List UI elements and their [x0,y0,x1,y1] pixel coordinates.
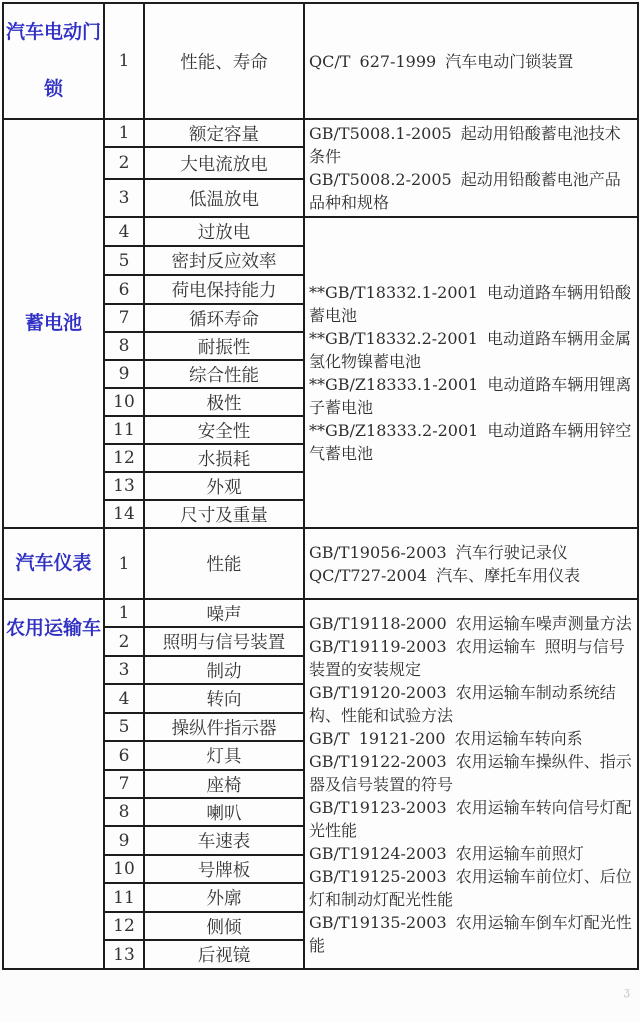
category-cell: 汽车仪表 [3,528,104,599]
row-number-cell: 10 [104,855,144,883]
test-item-cell: 后视镜 [144,940,304,969]
standards-cell [304,217,638,528]
test-item-cell: 操纵件指示器 [144,713,304,741]
row-number-cell: 9 [104,360,144,388]
standard-line: GB/T19118-2000 农用运输车噪声测量方法 [309,613,632,633]
standard-line: **GB/T18332.2-2001 电动道路车辆用金属氢化物镍蓄电池 [309,328,631,371]
row-number-cell: 6 [104,275,144,304]
table-row [3,599,638,627]
row-number-cell: 4 [104,684,144,713]
standards-cell [304,119,638,217]
row-number-cell: 1 [104,528,144,599]
test-item-cell: 灯具 [144,741,304,770]
row-number-cell: 8 [104,798,144,826]
table-row [3,3,638,119]
standards-cell [304,3,638,119]
standard-line: GB/T19056-2003 汽车行驶记录仪 [309,542,568,562]
row-number-cell: 4 [104,217,144,246]
standard-line: GB/T19123-2003 农用运输车转向信号灯配光性能 [309,797,632,840]
row-number-cell: 1 [104,119,144,147]
test-item-cell: 额定容量 [144,119,304,147]
test-item-cell: 低温放电 [144,179,304,217]
row-number-cell: 2 [104,147,144,179]
standard-line: **GB/Z18333.1-2001 电动道路车辆用锂离子蓄电池 [309,374,632,417]
watermark-mark: ʒ [622,984,631,999]
row-number-cell: 7 [104,770,144,798]
row-number-cell: 5 [104,246,144,275]
test-item-cell: 水损耗 [144,444,304,472]
row-number-cell: 12 [104,444,144,472]
row-number-cell: 7 [104,304,144,332]
standard-line: GB/T19124-2003 农用运输车前照灯 [309,843,584,863]
category-cell: 蓄电池 [3,119,104,528]
standard-line: GB/T19119-2003 农用运输车 照明与信号装置的安装规定 [309,636,625,679]
row-number-cell: 12 [104,912,144,940]
standard-line: GB/T5008.1-2005 起动用铅酸蓄电池技术条件 [309,124,621,166]
test-item-cell: 综合性能 [144,360,304,388]
test-item-cell: 座椅 [144,770,304,798]
row-number-cell: 11 [104,883,144,912]
test-item-cell: 转向 [144,684,304,713]
test-item-cell: 制动 [144,656,304,684]
test-item-cell: 外观 [144,472,304,500]
row-number-cell: 1 [104,599,144,627]
row-number-cell: 8 [104,332,144,360]
test-item-cell: 车速表 [144,826,304,855]
test-item-cell: 密封反应效率 [144,246,304,275]
standards-cell [304,528,638,599]
category-cell: 汽车电动门锁 [3,3,104,119]
standards-cell [304,599,638,969]
row-number-cell: 5 [104,713,144,741]
test-item-cell: 性能 [144,528,304,599]
test-item-cell: 过放电 [144,217,304,246]
table-row [3,528,638,599]
row-number-cell: 6 [104,741,144,770]
standard-line: GB/T19125-2003 农用运输车前位灯、后位灯和制动灯配光性能 [309,866,632,909]
test-item-cell: 喇叭 [144,798,304,826]
row-number-cell: 3 [104,179,144,217]
test-item-cell: 号牌板 [144,855,304,883]
standard-line: GB/T5008.2-2005 起动用铅酸蓄电池产品品种和规格 [309,170,621,212]
test-item-cell: 循环寿命 [144,304,304,332]
category-cell: 农用运输车 [3,599,104,969]
standard-line: GB/T19120-2003 农用运输车制动系统结构、性能和试验方法 [309,682,616,725]
test-item-cell: 安全性 [144,416,304,444]
standard-line: GB/T19122-2003 农用运输车操纵件、指示器及信号装置的符号 [309,751,632,794]
test-item-cell: 极性 [144,388,304,416]
standard-line: **GB/Z18333.2-2001 电动道路车辆用锌空气蓄电池 [309,420,632,463]
row-number-cell: 1 [104,3,144,119]
standard-line: QC/T 627-1999 汽车电动门锁装置 [309,51,574,71]
test-item-cell: 大电流放电 [144,147,304,179]
test-item-cell: 噪声 [144,599,304,627]
row-number-cell: 3 [104,656,144,684]
standard-line: **GB/T18332.1-2001 电动道路车辆用铅酸蓄电池 [309,282,631,325]
standard-line: GB/T19135-2003 农用运输车倒车灯配光性能 [309,912,632,955]
test-item-cell: 侧倾 [144,912,304,940]
row-number-cell: 13 [104,940,144,969]
test-item-cell: 照明与信号装置 [144,627,304,656]
row-number-cell: 2 [104,627,144,656]
standards-table [2,2,639,970]
test-item-cell: 荷电保持能力 [144,275,304,304]
test-item-cell: 耐振性 [144,332,304,360]
standard-line: QC/T727-2004 汽车、摩托车用仪表 [309,565,581,585]
test-item-cell: 性能、寿命 [144,3,304,119]
table-row [3,119,638,147]
row-number-cell: 13 [104,472,144,500]
test-item-cell: 外廓 [144,883,304,912]
test-item-cell: 尺寸及重量 [144,500,304,528]
row-number-cell: 9 [104,826,144,855]
row-number-cell: 10 [104,388,144,416]
row-number-cell: 11 [104,416,144,444]
row-number-cell: 14 [104,500,144,528]
standard-line: GB/T 19121-200 农用运输车转向系 [309,728,583,748]
